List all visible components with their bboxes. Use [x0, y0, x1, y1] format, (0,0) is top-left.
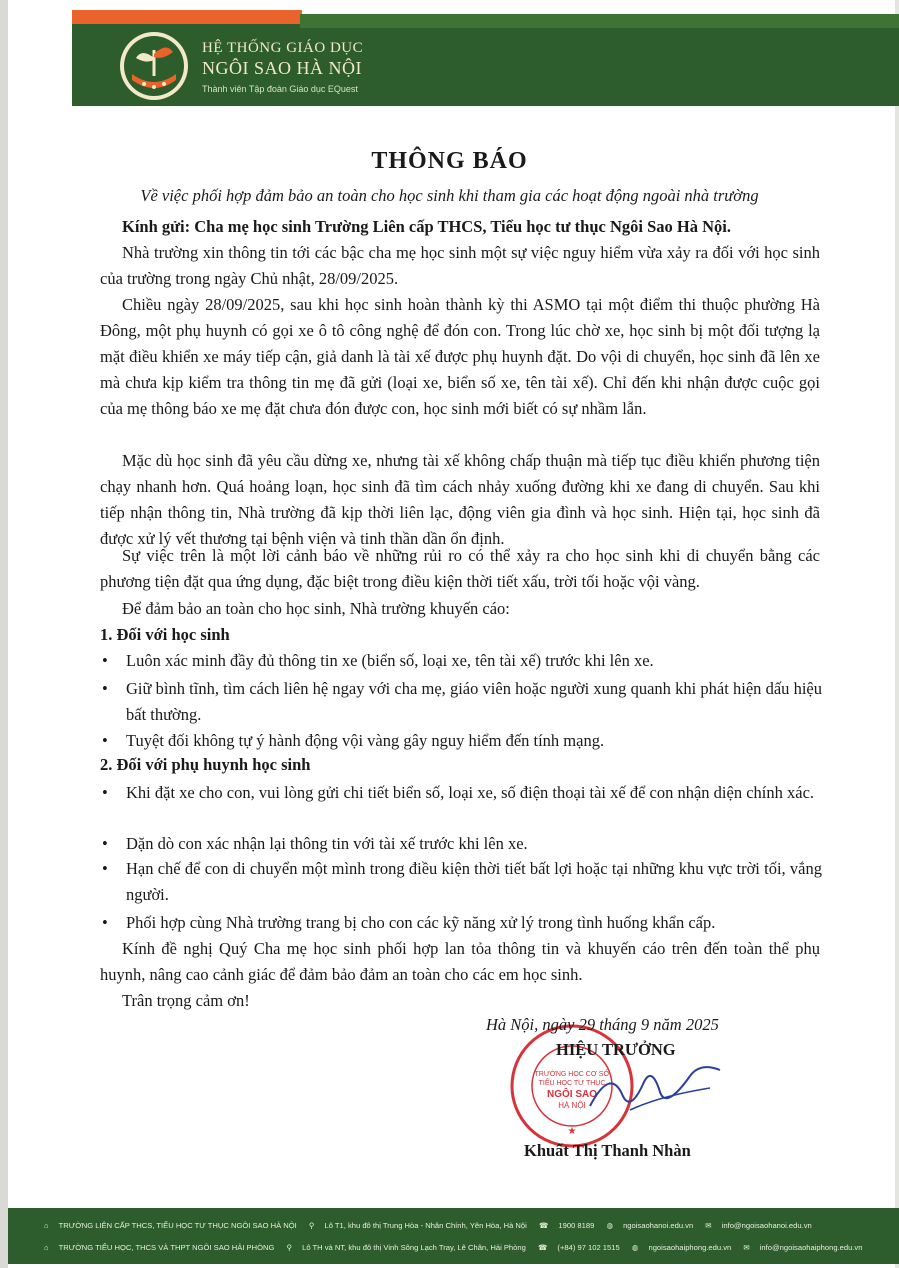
svg-text:★: ★: [567, 1126, 577, 1137]
phone-icon: ☎: [538, 1221, 549, 1230]
home-icon: ⌂: [44, 1221, 49, 1230]
notice-subtitle: Về việc phối hợp đảm bảo an toàn cho học sinh khi tham gia các hoạt động ngoài nhà trường: [140, 186, 759, 205]
signature-date: Hà Nội, ngày 29 tháng 9 năm 2025: [486, 1015, 719, 1034]
list-item: • Giữ bình tĩnh, tìm cách liên hệ ngay với cha mẹ, giáo viên hoặc người xung quanh khi phát hiện dấu hiệu bất thường.: [102, 679, 822, 724]
notice-title: THÔNG BÁO: [371, 148, 528, 174]
mail-icon: ✉: [743, 1243, 750, 1252]
svg-text:HÀ NỘI: HÀ NỘI: [558, 1101, 586, 1110]
brand-line-3: Thành viên Tập đoàn Giáo dục EQuest: [202, 84, 358, 94]
paragraph-4: Sự việc trên là một lời cảnh báo về những rủi ro có thể xảy ra cho học sinh khi di chuyển bằng các phương tiện đặt qua ứng dụng, đặc biệt trong điều kiện thời tiết xấu, trời tối hoặc vội vàng.: [100, 546, 820, 591]
greeting: Kính gửi: Cha mẹ học sinh Trường Liên cấp THCS, Tiểu học tư thục Ngôi Sao Hà Nội.: [122, 217, 731, 236]
paragraph-1: Nhà trường xin thông tin tới các bậc cha mẹ học sinh một sự việc nguy hiểm vừa xảy ra đối với học sinh của trường trong ngày Chủ nhật, 28/09/2025.: [100, 243, 820, 288]
header-green-band: [72, 24, 899, 106]
handwritten-signature-icon: [567, 1048, 730, 1138]
paragraph-2: Chiều ngày 28/09/2025, sau khi học sinh hoàn thành kỳ thi ASMO tại một điểm thi thuộc phường Hà Đông, một phụ huynh có gọi xe ô tô công nghệ để đón con. Trong lúc chờ xe, học sinh bị một đối tượng lạ mặt điều khiển xe máy tiếp cận, giả danh là tài xế được phụ huynh đặt. Do vội di chuyển, học sinh đã lên xe mà chưa kịp kiểm tra thông tin mẹ đã gửi (loại xe, biển số xe, tên tài xế). Chỉ đến khi nhận được cuộc gọi của mẹ thông báo xe mẹ đặt chưa đón được con, học sinh mới biết có sự nhầm lẫn.: [100, 295, 820, 418]
paragraph-5: Để đảm bảo an toàn cho học sinh, Nhà trường khuyến cáo:: [122, 599, 510, 618]
mail-icon: ✉: [705, 1221, 712, 1230]
list-item: • Hạn chế để con di chuyển một mình trong điều kiện thời tiết bất lợi hoặc tại những khu vực trời tối, vắng người.: [102, 859, 822, 904]
school-logo-icon: [118, 30, 190, 102]
closing: Trân trọng cảm ơn!: [122, 991, 250, 1010]
footer: [8, 1208, 899, 1264]
brand-line-1: HỆ THỐNG GIÁO DỤC: [202, 40, 364, 56]
svg-text:NGÔI SAO: NGÔI SAO: [546, 1089, 598, 1100]
location-icon: ⚲: [286, 1243, 293, 1252]
list-item: • Luôn xác minh đầy đủ thông tin xe (biển số, loại xe, tên tài xế) trước khi lên xe.: [102, 651, 654, 670]
location-icon: ⚲: [308, 1221, 315, 1230]
paragraph-3: Mặc dù học sinh đã yêu cầu dừng xe, nhưng tài xế không chấp thuận mà tiếp tục điều khiển phương tiện chạy nhanh hơn. Quá hoảng loạn, học sinh đã tìm cách nhảy xuống đường khi xe đang di chuyển. Sau khi tiếp nhận thông tin, Nhà trường đã kịp thời liên lạc, động viên gia đình và học sinh. Hiện tại, học sinh đã được xử lý vết thương tại bệnh viện và tinh thần dần ổn định.: [100, 451, 820, 548]
svg-text:TIỂU HỌC TƯ THỤC: TIỂU HỌC TƯ THỤC: [538, 1080, 606, 1087]
phone-icon: ☎: [537, 1243, 548, 1252]
list-item: • Khi đặt xe cho con, vui lòng gửi chi tiết biển số, loại xe, số điện thoại tài xế để con nhận diện chính xác.: [102, 783, 815, 802]
footer-line-1: ⌂ TRƯỜNG LIÊN CẤP THCS, TIỂU HỌC TƯ THỤC NGÔI SAO HÀ NỘI ⚲ Lô T1, khu đô thị Trung Hòa - Nhân Chính, Yên Hòa, Hà Nội ☎ 1900 8189 ◍ ngoisaohanoi.edu.vn ✉ info@ngoisaohanoi.edu.vn: [44, 1221, 812, 1230]
list-item: • Phối hợp cùng Nhà trường trang bị cho con các kỹ năng xử lý trong tình huống khẩn cấp.: [102, 913, 716, 932]
paragraph-6: Kính đề nghị Quý Cha mẹ học sinh phối hợp lan tỏa thông tin và khuyến cáo trên đến toàn thể phụ huynh, nâng cao cảnh giác để đảm bảo đảm an toàn cho các em học sinh.: [100, 939, 820, 984]
globe-icon: ◍: [606, 1221, 614, 1230]
header-green-top-band: [300, 14, 899, 28]
list-item: • Tuyệt đối không tự ý hành động vội vàng gây nguy hiểm đến tính mạng.: [102, 731, 605, 750]
home-icon: ⌂: [44, 1243, 49, 1252]
signature-role: HIỆU TRƯỞNG: [556, 1040, 676, 1059]
brand-line-2: NGÔI SAO HÀ NỘI: [202, 58, 362, 78]
svg-text:TRƯỜNG HỌC CƠ SỞ: TRƯỜNG HỌC CƠ SỞ: [534, 1071, 610, 1078]
signer-name: Khuất Thị Thanh Nhàn: [524, 1141, 691, 1160]
globe-icon: ◍: [631, 1243, 639, 1252]
list-item: • Dặn dò con xác nhận lại thông tin với tài xế trước khi lên xe.: [102, 834, 528, 853]
section-1-heading: 1. Đối với học sinh: [100, 625, 230, 644]
section-2-heading: 2. Đối với phụ huynh học sinh: [100, 755, 311, 774]
footer-line-2: ⌂ TRƯỜNG TIỂU HỌC, THCS VÀ THPT NGÔI SAO HẢI PHÒNG ⚲ Lô TH và NT, khu đô thị Vinh Sông Lạch Tray, Lê Chân, Hải Phòng ☎ (+84) 97 102 1515 ◍ ngoisaohaiphong.edu.vn ✉ info@ngoisaohaiphong.edu.vn: [44, 1243, 863, 1252]
